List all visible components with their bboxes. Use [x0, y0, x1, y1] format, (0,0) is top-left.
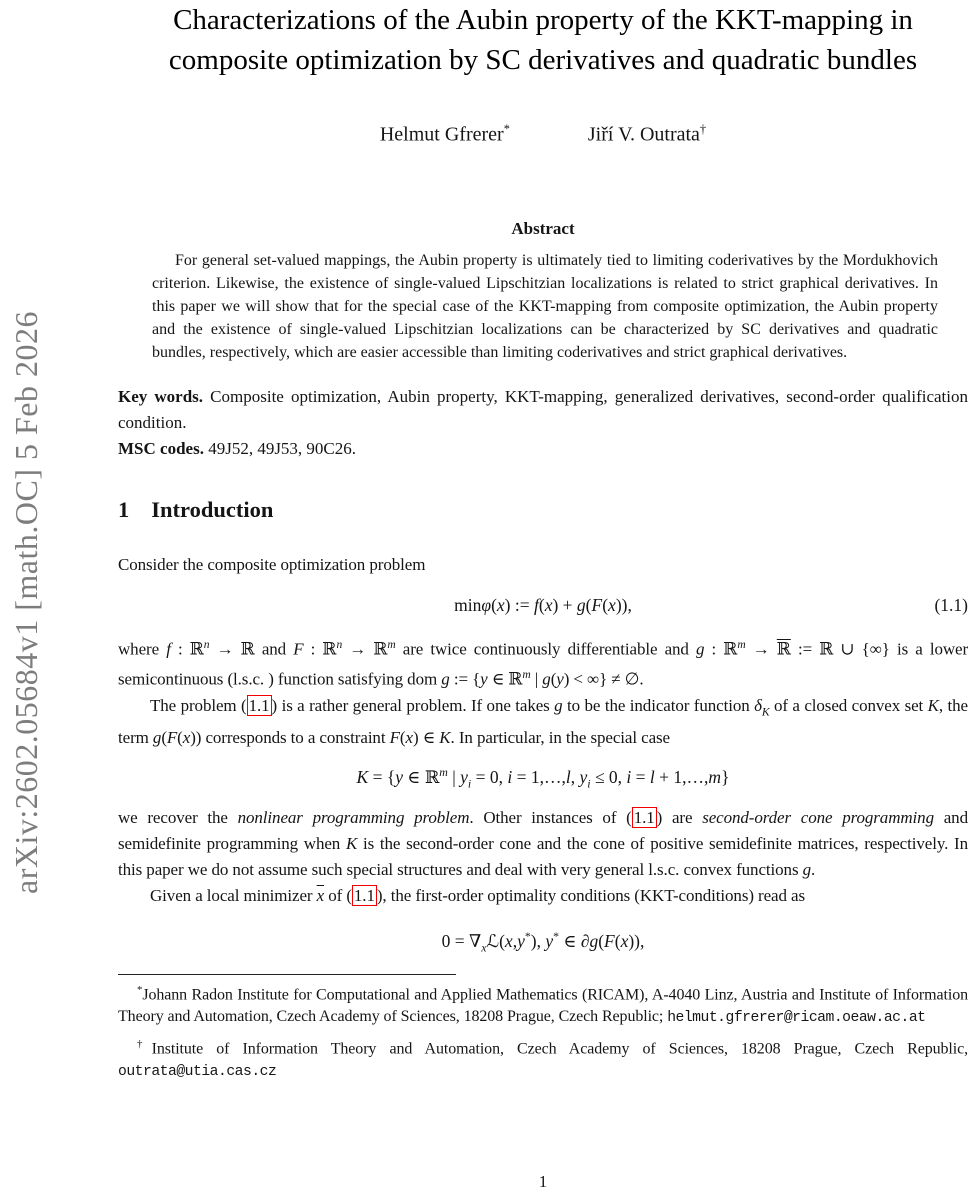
intro-paragraph-1: Consider the composite optimization problem: [118, 554, 426, 574]
eqref-1-1-a[interactable]: 1.1: [248, 695, 270, 715]
keywords-label: Key words.: [118, 386, 204, 406]
paragraph-recover-nlp: we recover the nonlinear programming problem. Other instances of ( 1.1 ) are second-order cone programming and semidefinite programming when K is the second-order cone and the cone of positive semidefinite matrices, respectively. In this paper we do not assume such special structures and deal with very general l.s.c. convex functions g.: [118, 807, 968, 879]
author-outrata-footnote-mark: †: [699, 122, 707, 136]
author-gfrerer: [380, 122, 510, 147]
equation-K-row: [118, 759, 968, 796]
paragraph-local-minimizer: Given a local minimizer $\overline{x}$ of ( 1.1 ), the first-order optimality conditions (KKT-conditions) read as: [150, 885, 806, 905]
author-outrata: [588, 122, 706, 147]
email-gfrerer: helmut.gfrerer@ricam.oeaw.ac.at: [667, 1009, 926, 1026]
keywords-text: Composite optimization, Aubin property, KKT-mapping, generalized derivatives, second-order qualification condition.: [118, 386, 968, 432]
arxiv-watermark: arXiv:2602.05684v1 [math.OC] 5 Feb 2026: [8, 311, 44, 894]
paper-title-line-1: Characterizations of the Aubin property of the KKT-mapping in: [173, 4, 913, 36]
abstract-text: For general set-valued mappings, the Aubin property is ultimately tied to limiting coderivatives by the Mordukhovich criterion. Likewise, the existence of single-valued Lipschitzian localizations is related to strict graphical derivatives. In this paper we will show that for the special case of the KKT-mapping from composite optimization, the Aubin property and the existence of single-valued Lipschitzian localizations can be characterized by SC derivatives and quadratic bundles, respectively, which are easier accessible than limiting coderivatives and strict graphical derivatives.: [152, 251, 938, 361]
text-column: [118, 0, 968, 1084]
footnote-rule: [118, 974, 456, 975]
paper-title: [118, 0, 968, 80]
msc-paragraph: [118, 436, 968, 462]
author-gfrerer-footnote-mark: *: [503, 122, 510, 136]
author-outrata-name: Jiří V. Outrata: [587, 123, 700, 146]
page-number: 1: [538, 1172, 548, 1191]
equation-1-1-row: [118, 592, 968, 618]
email-outrata: outrata@utia.cas.cz: [118, 1064, 277, 1081]
authors-row: [118, 122, 968, 147]
footnote-2: †Institute of Information Theory and Automation, Czech Academy of Sciences, 18208 Prague, Czech Republic, outrata@utia.cas.cz: [118, 1038, 969, 1081]
author-gfrerer-name: Helmut Gfrerer: [379, 123, 504, 146]
msc-label: MSC codes.: [118, 438, 204, 458]
equation-K: K = {y ∈ ℝ$^m$ | $y_i = 0$, i = 1,…,l, $y_i \le 0$, i = l + 1,…,m}: [356, 765, 730, 791]
eqref-1-1-b[interactable]: 1.1: [633, 807, 655, 827]
abstract-heading: Abstract: [511, 218, 575, 238]
equation-kkt: $0 = \nabla_xℒ(x,y^*)$, y* ∈ ∂g(F(x)),: [441, 928, 645, 955]
equation-1-1: minφ(x) := f(x) + g(F(x)),: [454, 594, 632, 615]
section-1-heading: [118, 497, 968, 523]
equation-number-1-1: (1.1): [934, 594, 968, 615]
section-1-number: 1: [118, 496, 130, 522]
keywords-paragraph: [118, 384, 968, 436]
footnote-1: *Johann Radon Institute for Computational and Applied Mathematics (RICAM), A-4040 Linz, Austria and Institute of Information Theory and Automation, Czech Academy of Sciences, 18208 Prague, Czech Republic; helmut.gfrerer@ricam.oeaw.ac.at: [118, 984, 968, 1026]
paragraph-problem-general: The problem ( 1.1 ) is a rather general problem. If one takes g to be the indicator function $\delta_K$ of a closed convex set K, the term g(F(x)) corresponds to a constraint F(x) ∈ K. In particular, in the special case: [118, 695, 968, 748]
equation-kkt-row: [118, 923, 968, 960]
paragraph-where: where f : ℝ$^n$ → ℝ and F : ℝ$^n$ → ℝ$^m$ are twice continuously differentiable and g : ℝ$^m$ → ℝ := ℝ ∪ {∞} is a lower semicontinuous (l.s.c. ) function satisfying dom g := {y ∈ ℝ$^m$ | g(y) < ∞} ≠ ∅.: [118, 637, 969, 689]
paper-title-line-2: composite optimization by SC derivatives and quadratic bundles: [168, 44, 918, 76]
msc-text: 49J52, 49J53, 90C26.: [203, 438, 357, 458]
eqref-1-1-c[interactable]: 1.1: [353, 885, 375, 905]
section-1-title: Introduction: [151, 496, 274, 522]
